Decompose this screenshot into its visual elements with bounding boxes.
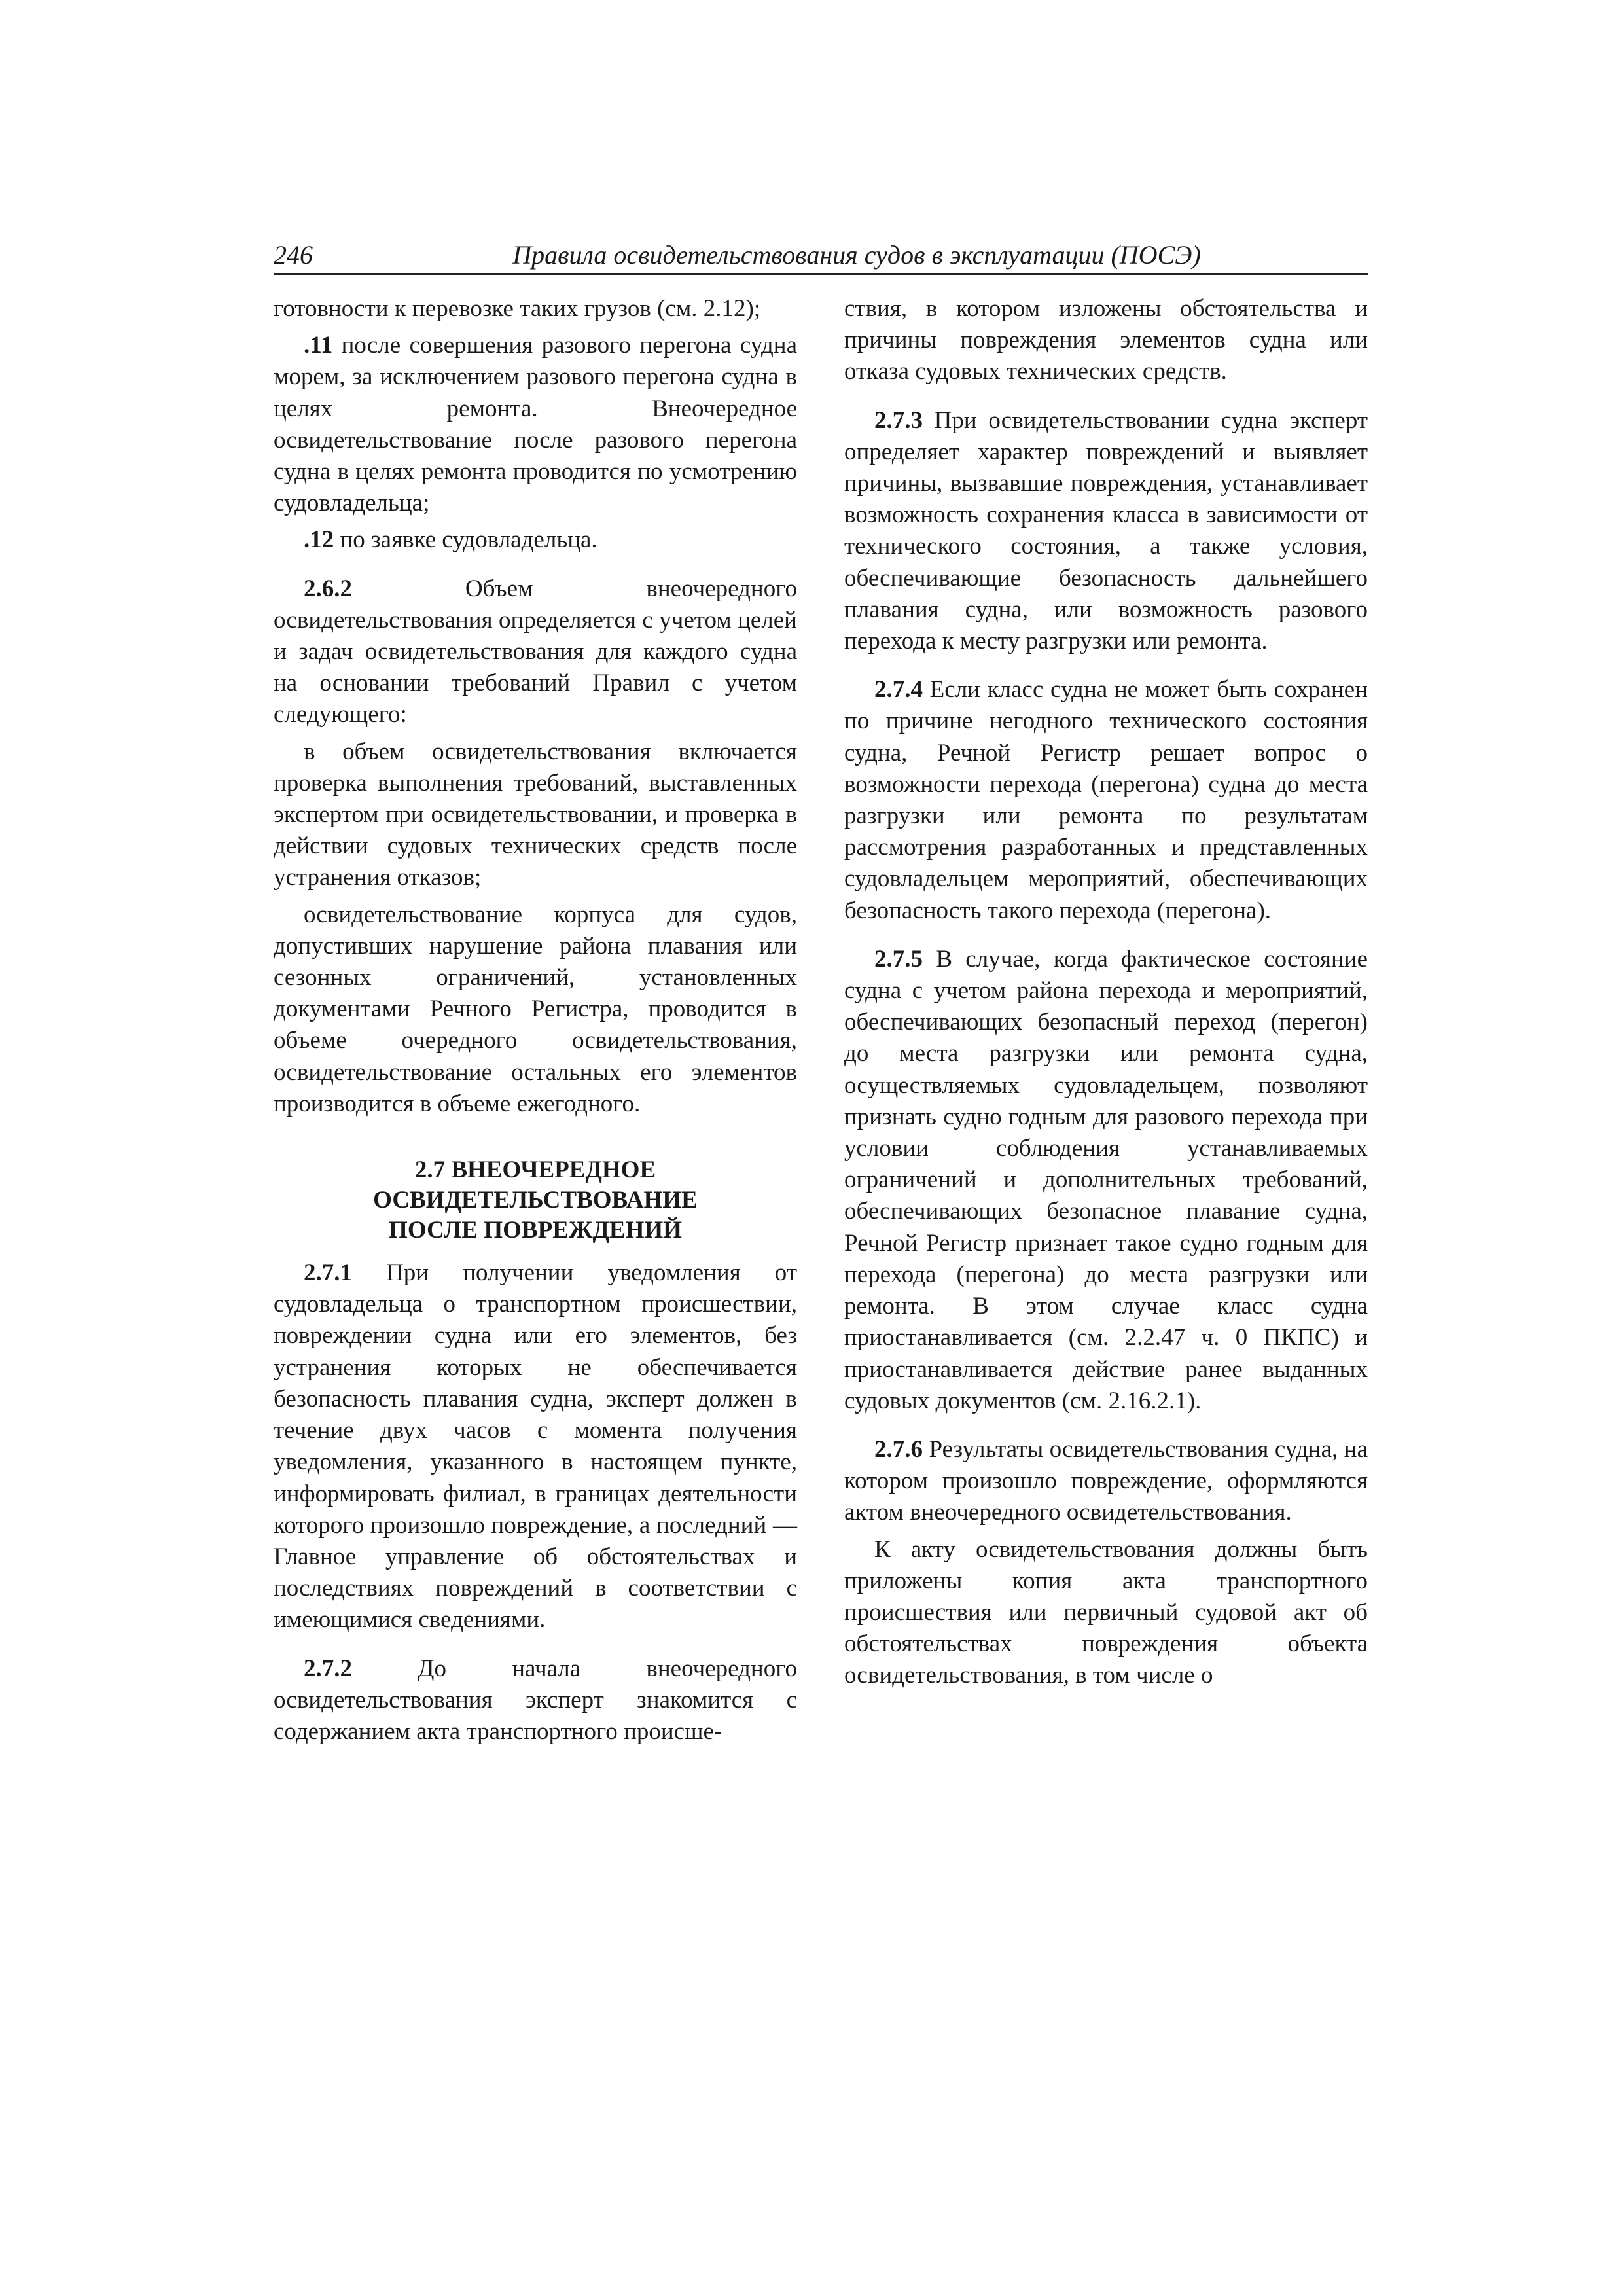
- clause-2-7-3: [844, 405, 1368, 658]
- paragraph: К акту освидетельствования должны быть приложены копия акта транспортного происшествия или первичный судовой акт об обстоятельствах повреждения объекта освидетельствования, в том числе о: [844, 1535, 1368, 1689]
- paragraph: освидетельствование корпуса для судов, допустивших нарушение района плавания или сезонных ограничений, установленных документами Речного Регистра, проводится в объеме очередного освидетельствования, освидетельствование остальных его элементов производится в объеме ежегодного.: [274, 901, 797, 1117]
- clause-2-7-1: [274, 1257, 797, 1636]
- clause-text: В случае, когда фактическое состояние судна с учетом района перехода и мероприятий, обеспечивающих безопасный переход (перегон) до места разгрузки или ремонта судна, осуществляемых судовладельцем, позволяют признать судно годным для разового перехода при условии соблюдения устанавливаемых ограничений и дополнительных требований, обеспечивающих безопасное плавание судна, Речной Регистр признает такое судно годным для перехода (перегона) до места разгрузки или ремонта. В этом случае класс судна приостанавливается (см. 2.2.47 ч. 0 ПКПС) и приостанавливается действие ранее выданных судовых документов (см. 2.16.2.1).: [844, 945, 1368, 1414]
- clause-2-6-2: [274, 573, 797, 731]
- clause-2-7-4: [844, 674, 1368, 927]
- clause-2-7-5: [844, 944, 1368, 1417]
- item-text: по заявке судовладельца.: [334, 526, 597, 554]
- clause-number: 2.7.6: [874, 1435, 923, 1463]
- item-number: .12: [304, 526, 334, 554]
- item-number: .11: [304, 332, 333, 359]
- clause-number: 2.6.2: [304, 575, 352, 602]
- section-heading-line: 2.7 ВНЕОЧЕРЕДНОЕ: [414, 1157, 656, 1184]
- section-heading: [274, 1155, 797, 1246]
- paragraph: ствия, в котором изложены обстоятельства и причины повреждения элементов судна или отказа судовых технических средств.: [844, 295, 1368, 386]
- section-heading-line: ОСВИДЕТЕЛЬСТВОВАНИЕ: [373, 1187, 698, 1214]
- clause-text: Объем внеочередного освидетельствования определяется с учетом целей и задач освидетельствования для каждого судна на основании требований Правил с учетом следующего:: [274, 575, 797, 728]
- left-column: [274, 293, 797, 1748]
- clause-text: Результаты освидетельствования судна, на котором произошло повреждение, оформляются актом внеочередного освидетельствования.: [844, 1435, 1368, 1526]
- page-number: 246: [274, 240, 313, 270]
- clause-text: До начала внеочередного освидетельствования эксперт знакомится с содержанием акта транспортного происше-: [274, 1655, 797, 1745]
- clause-number: 2.7.3: [874, 406, 923, 434]
- list-item-12: [274, 524, 797, 556]
- clause-number: 2.7.2: [304, 1655, 352, 1682]
- paragraph: в объем освидетельствования включается проверка выполнения требований, выставленных экспертом при освидетельствовании, и проверка в действии судовых технических средств после устранения отказов;: [274, 738, 797, 891]
- section-heading-line: ПОСЛЕ ПОВРЕЖДЕНИЙ: [389, 1217, 682, 1244]
- right-column: [844, 293, 1368, 1692]
- clause-number: 2.7.5: [874, 945, 923, 973]
- paragraph: готовности к перевозке таких грузов (см. 2.12);: [274, 295, 761, 322]
- header-title: Правила освидетельствования судов в эксплуатации (ПОСЭ): [512, 240, 1201, 270]
- clause-text: При освидетельствовании судна эксперт определяет характер повреждений и выявляет причины, вызвавшие повреждения, устанавливает возможность сохранения класса в зависимости от технического состояния, а также условия, обеспечивающие безопасность дальнейшего плавания судна, или возможность разового перехода к месту разгрузки или ремонта.: [844, 406, 1368, 655]
- clause-2-7-6: [844, 1434, 1368, 1529]
- clause-2-7-2: [274, 1653, 797, 1748]
- running-header: [274, 238, 1368, 275]
- clause-number: 2.7.1: [304, 1259, 352, 1287]
- clause-text: Если класс судна не может быть сохранен по причине негодного технического состояния судна, Речной Регистр решает вопрос о возможности перехода (перегона) судна до места разгрузки или ремонта по результатам рассмотрения разработанных и представленных судовладельцем мероприятий, обеспечивающих безопасность такого перехода (перегона).: [844, 676, 1368, 924]
- item-text: после совершения разового перегона судна морем, за исключением разового перегона судна в целях ремонта. Внеочередное освидетельствование после разового перегона судна в целях ремонта проводится по усмотрению судовладельца;: [274, 332, 797, 517]
- list-item-11: [274, 330, 797, 519]
- clause-number: 2.7.4: [874, 676, 923, 704]
- clause-text: При получении уведомления от судовладельца о транспортном происшествии, повреждении судна или его элементов, без устранения которых не обеспечивается безопасность плавания судна, эксперт должен в течение двух часов с момента получения уведомления, указанного в настоящем пункте, информировать филиал, в границах деятельности которого произошло повреждение, а последний — Главное управление об обстоятельствах и последствиях повреждений в соответствии с имеющимися сведениями.: [274, 1259, 797, 1634]
